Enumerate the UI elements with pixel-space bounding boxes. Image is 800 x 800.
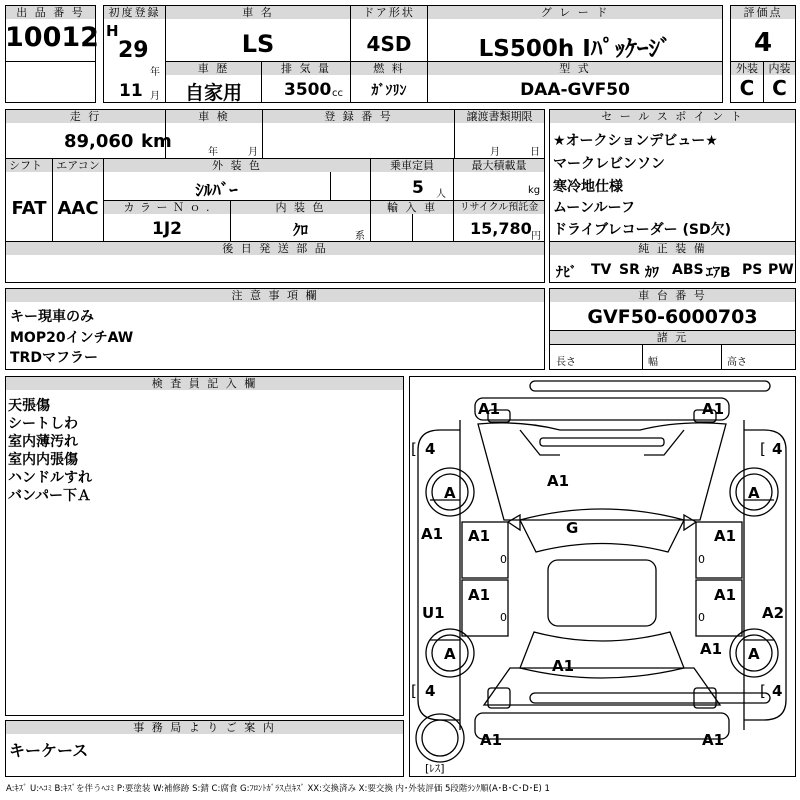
- registration-label: 登 録 番 号: [263, 110, 454, 123]
- model-code: DAA-GVF50: [520, 80, 630, 100]
- damage-mark: A1: [700, 640, 723, 658]
- damage-mark: A1: [714, 527, 737, 545]
- damage-mark: A2: [762, 604, 785, 622]
- tread-bracket: [: [760, 440, 766, 458]
- tread-depth: 4: [772, 440, 783, 458]
- tread-bracket: [: [760, 682, 766, 700]
- recycle-amount: 15,780: [470, 219, 532, 238]
- transfer-label: 譲渡書類期限: [455, 110, 544, 123]
- damage-mark: A1: [421, 525, 444, 543]
- fuel: ｶﾞｿﾘﾝ: [371, 83, 407, 99]
- damage-mark: G: [566, 519, 579, 537]
- spec-top-line: [549, 330, 796, 331]
- equipment-item: ｴｱB: [706, 265, 731, 281]
- door-label: ドア形状: [351, 6, 427, 19]
- inspector-line: 室内内張傷: [8, 452, 78, 468]
- interior-label: 内装: [764, 62, 795, 75]
- import-label: 輸 入 車: [371, 201, 453, 214]
- height-label: 高さ: [727, 357, 747, 368]
- shift: FAT: [11, 198, 47, 219]
- first-reg-label: 初度登録: [104, 6, 165, 19]
- color-label: 外 装 色: [104, 159, 370, 172]
- tire-label: A: [748, 484, 760, 502]
- transfer-day-unit: 日: [530, 147, 540, 158]
- equipment-item: PS: [742, 262, 763, 278]
- displacement: 3500: [284, 80, 332, 100]
- int-color-unit: 系: [355, 231, 365, 242]
- damage-mark: A1: [468, 586, 491, 604]
- int-color-label: 内 装 色: [231, 201, 370, 214]
- inspector-line: バンパー下Ａ: [8, 488, 92, 504]
- inspection-year-unit: 年: [208, 147, 218, 158]
- equipment-item: ABS: [672, 262, 704, 278]
- mileage: 89,060: [64, 131, 134, 152]
- sales-point-item: ドライブレコーダー (SD欠): [553, 222, 731, 238]
- lot-number-lower: [5, 61, 96, 103]
- later-parts-label: 後 日 発 送 部 品: [6, 242, 544, 255]
- equipment-item: ｶﾜ: [645, 265, 659, 281]
- zero-mark: 0: [698, 553, 705, 566]
- grade: LS500h Iﾊﾟｯｹｰｼﾞ: [478, 36, 672, 62]
- ac: AAC: [57, 198, 99, 219]
- color-no-label: カ ラ ー Ｎ ｏ .: [104, 201, 230, 214]
- tread-bracket: [: [411, 440, 417, 458]
- chassis-label: 車 台 番 号: [550, 289, 795, 302]
- tread-depth: 4: [425, 682, 436, 700]
- office-note: キーケース: [9, 741, 89, 760]
- notes-label: 注 意 事 項 欄: [6, 289, 544, 302]
- spec-divider-1: [642, 344, 643, 370]
- first-reg-year: 29: [118, 38, 149, 63]
- damage-mark: A1: [552, 657, 575, 675]
- damage-mark: A1: [480, 731, 503, 749]
- spec-label: 諸 元: [550, 331, 795, 344]
- mileage-unit: km: [141, 131, 172, 152]
- equipment-item: TV: [591, 262, 612, 278]
- damage-mark: A1: [702, 400, 725, 418]
- ac-label: エアコン: [53, 159, 103, 172]
- max-load-label: 最大積載量: [454, 159, 544, 172]
- note-line: MOP20インチAW: [10, 330, 134, 346]
- inspection-month-unit: 月: [248, 147, 258, 158]
- history-label: 車 歴: [166, 62, 261, 75]
- month-unit: 月: [150, 91, 160, 102]
- capacity-unit: 人: [436, 189, 446, 200]
- inspector-line: ハンドルすれ: [8, 470, 92, 486]
- tread-bracket: [: [411, 682, 417, 700]
- inspector-line: 室内薄汚れ: [8, 434, 78, 450]
- spec-divider-2: [721, 344, 722, 370]
- damage-mark: U1: [422, 604, 445, 622]
- exterior-grade: C: [739, 76, 755, 100]
- zero-mark: 0: [500, 553, 507, 566]
- recycle-unit: 円: [531, 231, 541, 242]
- sales-points-label: セ ー ル ス ポ イ ン ト: [550, 110, 795, 123]
- sales-point-item: ★オークションデビュー★: [553, 133, 718, 149]
- tire-label: A: [444, 645, 456, 663]
- max-load-unit: kg: [528, 185, 541, 196]
- displacement-unit: cc: [332, 88, 343, 99]
- inspector-label: 検 査 員 記 入 欄: [6, 377, 403, 390]
- model-code-label: 型 式: [428, 62, 722, 75]
- inspector-line: 天張傷: [8, 398, 50, 414]
- color-divider: [330, 172, 331, 201]
- chassis-number: GVF50-6000703: [587, 306, 758, 328]
- diagram-box: [409, 376, 796, 777]
- era: H: [106, 22, 119, 40]
- spare-label: [ﾚｽ]: [425, 762, 445, 775]
- import-divider: [412, 214, 413, 242]
- shift-label: シフト: [6, 159, 52, 172]
- tread-depth: 4: [425, 440, 436, 458]
- first-reg-month: 11: [119, 81, 143, 101]
- car-name-label: 車 名: [166, 6, 350, 19]
- transfer-month-unit: 月: [490, 147, 500, 158]
- score: 4: [753, 28, 773, 58]
- legend: A:ｷｽﾞ U:ﾍｺﾐ B:ｷｽﾞを伴うﾍｺﾐ P:要塗装 W:補修跡 S:錆 C:腐食 G:ﾌﾛﾝﾄｶﾞﾗｽ点ｷｽﾞ XX:交換済み X:要交換 内･外装評価 5段階ﾗﾝｸ順(A･B･C･D･E) 1: [6, 784, 550, 794]
- equipment-item: PW: [768, 262, 794, 278]
- sales-point-item: 寒冷地仕様: [553, 179, 623, 195]
- inspection-label: 車 検: [166, 110, 262, 123]
- sales-point-item: マークレビンソン: [553, 156, 665, 172]
- equipment-item: SR: [619, 262, 640, 278]
- zero-mark: 0: [500, 611, 507, 624]
- color-no: 1J2: [152, 219, 182, 239]
- length-label: 長さ: [556, 357, 576, 368]
- damage-mark: A1: [468, 527, 491, 545]
- exterior-color: ｼﾙﾊﾞｰ: [195, 181, 238, 201]
- damage-mark: A1: [714, 586, 737, 604]
- note-line: TRDマフラー: [10, 350, 98, 366]
- grade-label: グ レ ー ド: [428, 6, 722, 19]
- inspector-line: シートしわ: [8, 416, 78, 432]
- damage-mark: A1: [478, 400, 501, 418]
- recycle-label: リサイクル預託金: [454, 201, 544, 214]
- zero-mark: 0: [698, 611, 705, 624]
- sales-point-item: ムーンルーフ: [553, 200, 635, 216]
- mileage-label: 走 行: [6, 110, 165, 123]
- note-line: キー現車のみ: [10, 309, 94, 325]
- int-color: ｸﾛ: [292, 221, 308, 239]
- capacity: 5: [412, 178, 424, 198]
- exterior-label: 外装: [731, 62, 763, 75]
- lot-number: 10012: [5, 22, 99, 53]
- lot-number-label: 出 品 番 号: [6, 6, 95, 19]
- score-label: 評価点: [731, 6, 795, 19]
- tire-label: A: [444, 484, 456, 502]
- year-unit: 年: [150, 67, 160, 78]
- tire-label: A: [748, 645, 760, 663]
- tread-depth: 4: [772, 682, 783, 700]
- width-label: 幅: [648, 357, 658, 368]
- damage-mark: A1: [547, 472, 570, 490]
- displacement-label: 排 気 量: [262, 62, 350, 75]
- history: 自家用: [184, 82, 242, 104]
- fuel-label: 燃 料: [351, 62, 427, 75]
- spec-mid-line: [549, 344, 796, 345]
- equipment-label: 純 正 装 備: [550, 242, 795, 255]
- door: 4SD: [366, 32, 412, 56]
- interior-grade: C: [772, 76, 787, 100]
- damage-mark: A1: [702, 731, 725, 749]
- equipment-item: ﾅﾋﾞ: [556, 265, 577, 281]
- office-label: 事 務 局 よ り ご 案 内: [6, 721, 403, 734]
- capacity-label: 乗車定員: [371, 159, 453, 172]
- car-name: LS: [241, 30, 275, 58]
